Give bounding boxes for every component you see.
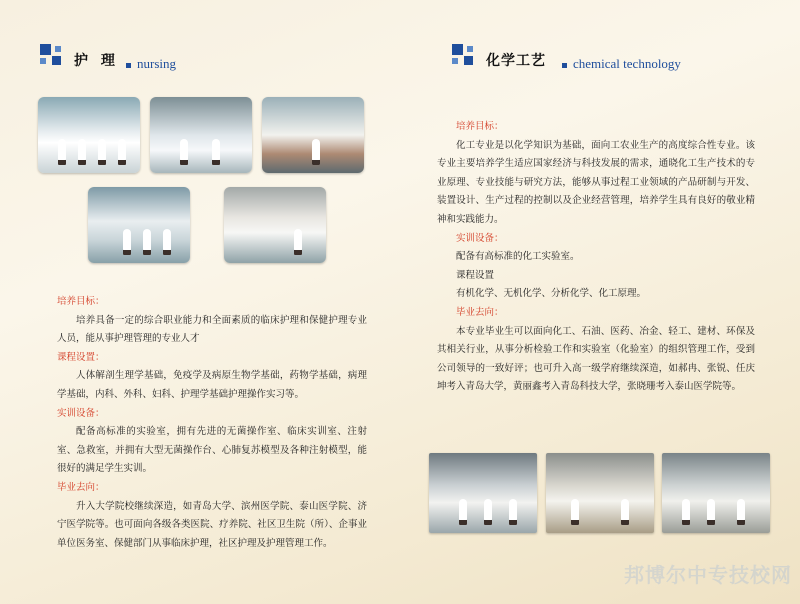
nursing-heading <box>40 44 240 74</box>
chemistry-goal-label: 培养目标： <box>456 121 504 132</box>
chemistry-courses-title: 课程设置 <box>456 269 495 281</box>
chemistry-equipment-text: 配备有高标准的化工实验室。 <box>456 251 580 263</box>
chemistry-title-en: chemical technology <box>573 56 681 71</box>
nursing-equipment-label: 实训设备： <box>57 407 105 419</box>
nursing-body <box>57 293 367 553</box>
nursing-photo-ward <box>150 97 252 173</box>
nursing-photo-classroom <box>38 97 140 173</box>
nursing-goal-label: 培养目标： <box>57 296 105 307</box>
nursing-photo-patient-care <box>224 187 326 263</box>
nursing-courses-text: 人体解剖生理学基础，免疫学及病原生物学基础，药物学基础，病理学基础，内科、外科、妇科、护理学基础护理操作实习等。 <box>57 370 367 400</box>
chemistry-career-text: 本专业毕业生可以面向化工、石油、医药、冶金、轻工、建材、环保及其相关行业，从事分析检验工作和实验室（化验室）的组织管理工作，受到公司领导的一致好评；也可升入高一级学府继续深造，如郝冉、张锐、任庆坤考入青岛大学，黄丽鑫考入青岛科技大学，张晓珊考入泰山医学院等。 <box>437 325 755 393</box>
nursing-photo-lab <box>88 187 190 263</box>
nursing-title-cn: 护 理 <box>74 53 119 69</box>
chemistry-photo-lab-group <box>429 453 537 533</box>
chemistry-photo-lab-class <box>662 453 770 533</box>
site-watermark: 邦博尔中专技校网 <box>624 563 792 587</box>
chemistry-career-label: 毕业去向： <box>456 306 504 318</box>
chemistry-title-cn: 化学工艺 <box>486 53 546 69</box>
brand-logo-icon <box>452 44 478 70</box>
nursing-career-text: 升入大学院校继续深造，如青岛大学、滨州医学院、泰山医学院、济宁医学院等。也可面向各级各类医院、疗养院、社区卫生院（所）、企事业单位医务室、保健部门从事临床护理，社区护理及护理管理工作。 <box>57 500 367 549</box>
chemistry-body <box>437 118 755 397</box>
chemistry-photo-experiment <box>546 453 654 533</box>
right-page-chemistry <box>400 0 800 604</box>
chemistry-goal-text: 化工专业是以化学知识为基础，面向工农业生产的高度综合性专业。该专业主要培养学生适应国家经济与科技发展的需求，通晓化工生产技术的专业原理、专业技能与研究方法，能够从事过程工业领域的产品研制与开发、装置设计、生产过程的控制以及企业经营管理，培养学生具有良好的敬业精神和实践能力。 <box>437 139 755 225</box>
nursing-career-label: 毕业去向： <box>57 481 105 493</box>
nursing-courses-label: 课程设置： <box>57 351 105 363</box>
chemistry-courses-text: 有机化学、无机化学、分析化学、化工原理。 <box>456 288 647 300</box>
brand-logo-icon <box>40 44 66 70</box>
chemistry-equipment-label: 实训设备： <box>456 232 504 244</box>
bullet-square-icon <box>126 63 131 68</box>
nursing-photo-cpr-practice <box>262 97 364 173</box>
nursing-equipment-text: 配备高标准的实验室，拥有先进的无菌操作室、临床实训室、注射室、急救室，并拥有大型无菌操作台、心肺复苏模型及各种注射模型，能很好的满足学生实训。 <box>57 426 367 475</box>
nursing-title-en: nursing <box>137 56 176 71</box>
bullet-square-icon <box>562 63 567 68</box>
nursing-goal-text: 培养具备一定的综合职业能力和全面素质的临床护理和保健护理专业人员，能从事护理管理的专业人才 <box>57 314 367 345</box>
chemistry-heading <box>452 44 752 74</box>
